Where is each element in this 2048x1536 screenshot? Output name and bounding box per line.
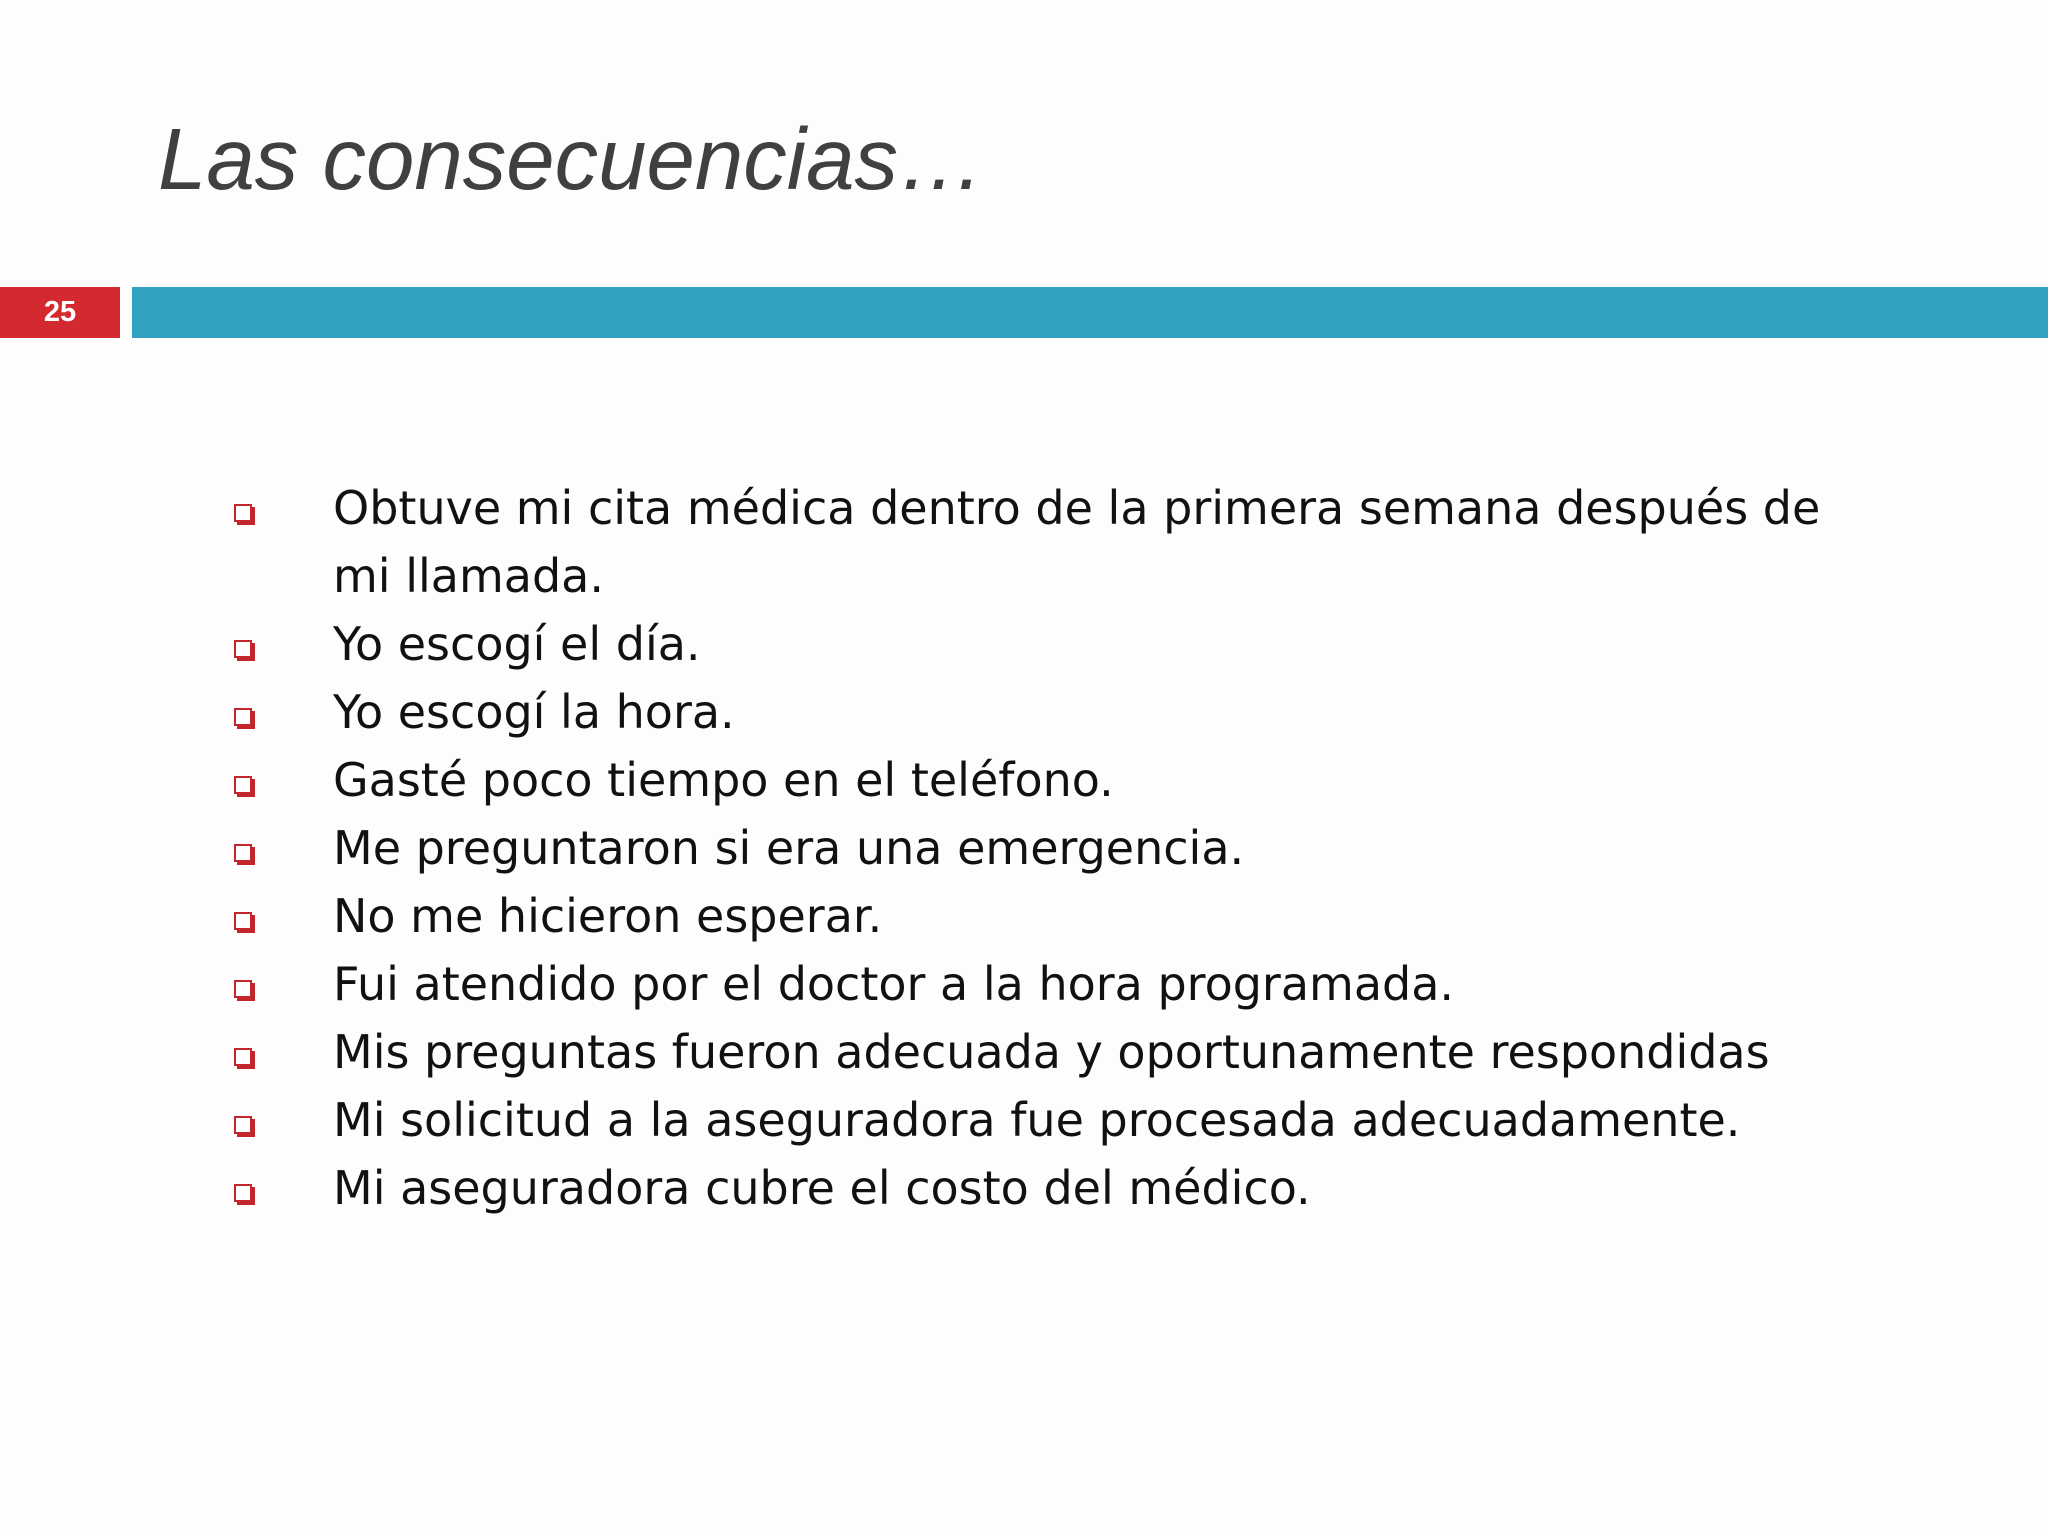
square-bullet-icon	[234, 844, 252, 862]
square-bullet-icon	[234, 1116, 252, 1134]
bullet-item	[230, 1154, 1870, 1222]
bullet-text: Mis preguntas fueron adecuada y oportunamente respondidas	[333, 1025, 1770, 1079]
bullet-text: Obtuve mi cita médica dentro de la primera semana después de mi llamada.	[333, 481, 1821, 603]
bullet-item	[230, 1018, 1870, 1086]
square-bullet-icon	[234, 1184, 252, 1202]
square-bullet-icon	[234, 640, 252, 658]
bullet-text: Mi solicitud a la aseguradora fue procesada adecuadamente.	[333, 1093, 1741, 1147]
bullet-item	[230, 678, 1870, 746]
bullet-item	[230, 950, 1870, 1018]
bullet-list	[230, 474, 1870, 1222]
bullet-text: No me hicieron esperar.	[333, 889, 883, 943]
page-number: 25	[43, 296, 77, 328]
square-bullet-icon	[234, 912, 252, 930]
bullet-text: Fui atendido por el doctor a la hora programada.	[333, 957, 1455, 1011]
title-divider-bar	[132, 287, 2048, 338]
bullet-text: Me preguntaron si era una emergencia.	[333, 821, 1245, 875]
slide-title: Las consecuencias…	[158, 111, 985, 208]
bullet-item	[230, 882, 1870, 950]
square-bullet-icon	[234, 980, 252, 998]
bullet-text: Gasté poco tiempo en el teléfono.	[333, 753, 1114, 807]
bullet-item	[230, 814, 1870, 882]
square-bullet-icon	[234, 1048, 252, 1066]
bullet-item	[230, 746, 1870, 814]
bullet-item	[230, 474, 1870, 610]
square-bullet-icon	[234, 504, 252, 522]
bullet-text: Yo escogí el día.	[333, 617, 701, 671]
square-bullet-icon	[234, 776, 252, 794]
bullet-text: Mi aseguradora cubre el costo del médico.	[333, 1161, 1311, 1215]
bullet-item	[230, 610, 1870, 678]
bullet-item	[230, 1086, 1870, 1154]
square-bullet-icon	[234, 708, 252, 726]
page-number-badge	[0, 287, 120, 338]
bullet-text: Yo escogí la hora.	[333, 685, 735, 739]
